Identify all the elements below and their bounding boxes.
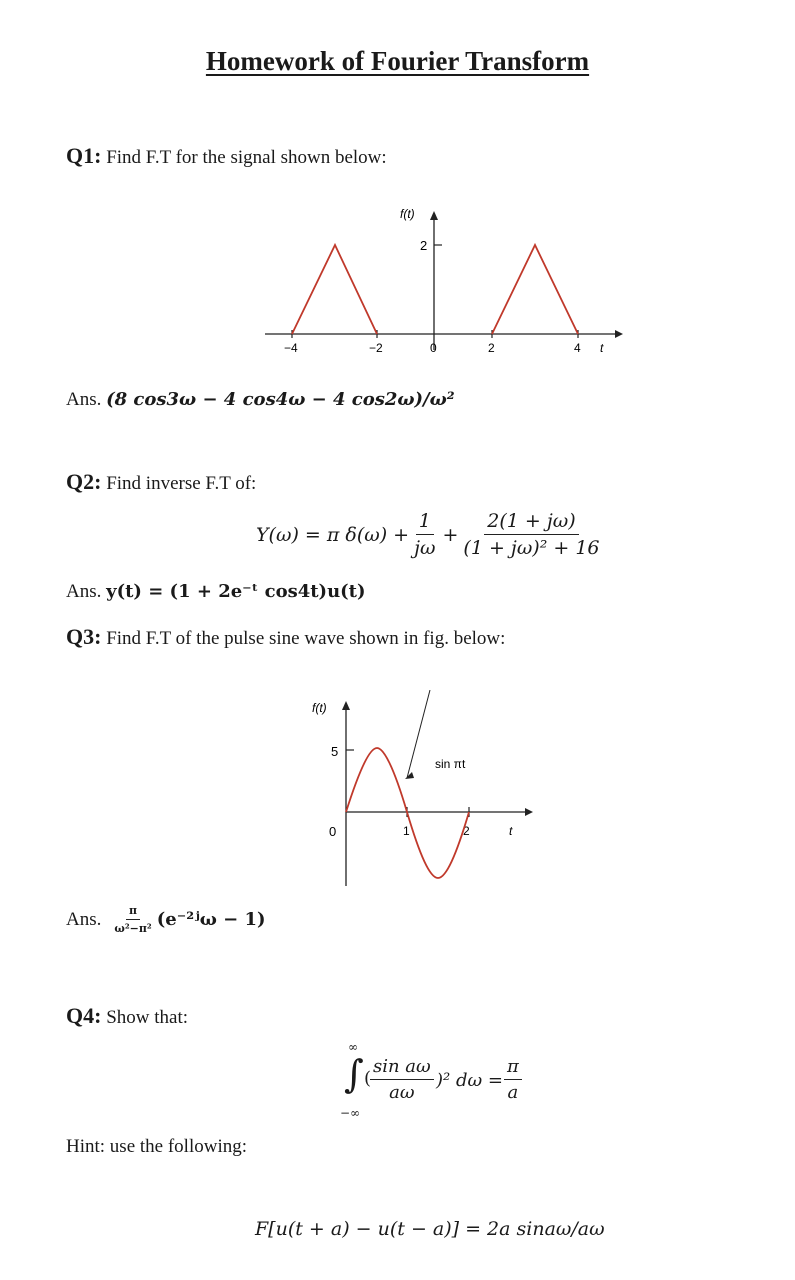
q3-ylabel: f(t)	[312, 701, 327, 715]
q3-ans-frac-den: ω²−π²	[114, 922, 152, 935]
q1-figure	[260, 200, 630, 370]
q1-ans-label: Ans.	[66, 389, 102, 410]
q2-equation	[256, 510, 603, 559]
page-title: Homework of Fourier Transform	[205, 46, 590, 76]
q4-hint-equation: F[u(t + a) − u(t − a)] = 2a sinaω/aω	[255, 1218, 605, 1240]
q3-figure	[300, 690, 540, 895]
q1-label: Q1:	[66, 143, 102, 168]
q3-answer	[66, 904, 266, 935]
q4-int-upper: ∞	[348, 1040, 358, 1054]
q2-answer	[66, 581, 366, 603]
q3-ans-label: Ans.	[66, 908, 102, 930]
q3-xtick-label: 1	[403, 824, 410, 838]
q4-text: Show that:	[106, 1007, 189, 1028]
q3-y-arrow	[342, 701, 350, 710]
q3-ans-frac	[111, 904, 154, 935]
q4-frac-den: aω	[389, 1082, 415, 1103]
q4-int-lower: −∞	[340, 1106, 361, 1120]
q2-ans-expr: y(t) = (1 + 2e⁻ᵗ cos4t)u(t)	[106, 581, 366, 602]
q2-prompt	[66, 469, 256, 495]
q2-frac2-num: 2(1 + jω)	[484, 510, 578, 535]
q1-answer	[66, 389, 455, 411]
q4-rhs-num: π	[504, 1056, 522, 1080]
q1-x-arrow	[615, 330, 623, 338]
q4-rhs-den: a	[507, 1082, 519, 1103]
q3-prompt	[66, 624, 505, 650]
q2-plus: +	[442, 523, 459, 546]
q4-open-paren: (	[364, 1068, 372, 1089]
q3-xtick-label: 0	[329, 824, 337, 839]
q2-frac1-num: 1	[416, 510, 434, 535]
q1-xtick-label: −2	[369, 341, 383, 355]
q3-ans-frac-num: π	[126, 904, 140, 920]
q3-annotation-arrow	[405, 772, 414, 779]
q1-ylabel: f(t)	[400, 207, 415, 221]
q3-x-arrow	[525, 808, 533, 816]
q3-xtick-label: 2	[463, 824, 470, 838]
q1-xtick-label: −4	[284, 341, 298, 355]
q2-text: Find inverse F.T of:	[106, 473, 257, 494]
q4-frac-num: sin aω	[370, 1056, 434, 1080]
q4-equation	[336, 1040, 596, 1130]
q4-integral-sign: ∫	[344, 1052, 364, 1096]
q2-eq-lhs: Y(ω) = π δ(ω) +	[256, 523, 410, 546]
q1-triangle-right	[492, 245, 578, 334]
q3-annotation: sin πt	[435, 757, 466, 771]
q1-xtick-label: 0	[430, 341, 437, 355]
q1-prompt	[66, 143, 387, 169]
q4-label: Q4:	[66, 1003, 102, 1028]
q4-frac	[370, 1056, 434, 1103]
q3-ans-rest: (e⁻²ʲω − 1)	[156, 909, 266, 930]
q4-prompt	[66, 1003, 188, 1029]
q2-frac2	[460, 510, 602, 559]
q1-ans-expr: (8 cos3ω − 4 cos4ω − 4 cos2ω)/ω²	[106, 389, 455, 410]
q2-frac2-den: (1 + jω)² + 16	[463, 537, 600, 559]
q2-frac1-den: jω	[414, 537, 436, 559]
q1-text: Find F.T for the signal shown below:	[106, 147, 387, 168]
q2-label: Q2:	[66, 469, 102, 494]
q4-hint: Hint: use the following:	[66, 1136, 248, 1157]
q2-ans-label: Ans.	[66, 581, 102, 602]
q1-xtick-label: 4	[574, 341, 581, 355]
q1-ytick-label: 2	[420, 238, 428, 253]
q1-xtick-label: 2	[488, 341, 495, 355]
q3-xlabel: t	[509, 824, 513, 838]
q3-text: Find F.T of the pulse sine wave shown in fig. below:	[106, 628, 506, 649]
q2-frac1	[411, 510, 438, 559]
q1-y-arrow	[430, 211, 438, 220]
q1-xlabel: t	[600, 341, 604, 355]
q4-rhs	[504, 1056, 522, 1103]
q3-label: Q3:	[66, 624, 102, 649]
q3-annotation-leader	[407, 690, 430, 778]
q3-ytick-label: 5	[331, 744, 339, 759]
q4-after-frac: )² dω =	[436, 1070, 503, 1091]
q1-triangle-left	[292, 245, 377, 334]
